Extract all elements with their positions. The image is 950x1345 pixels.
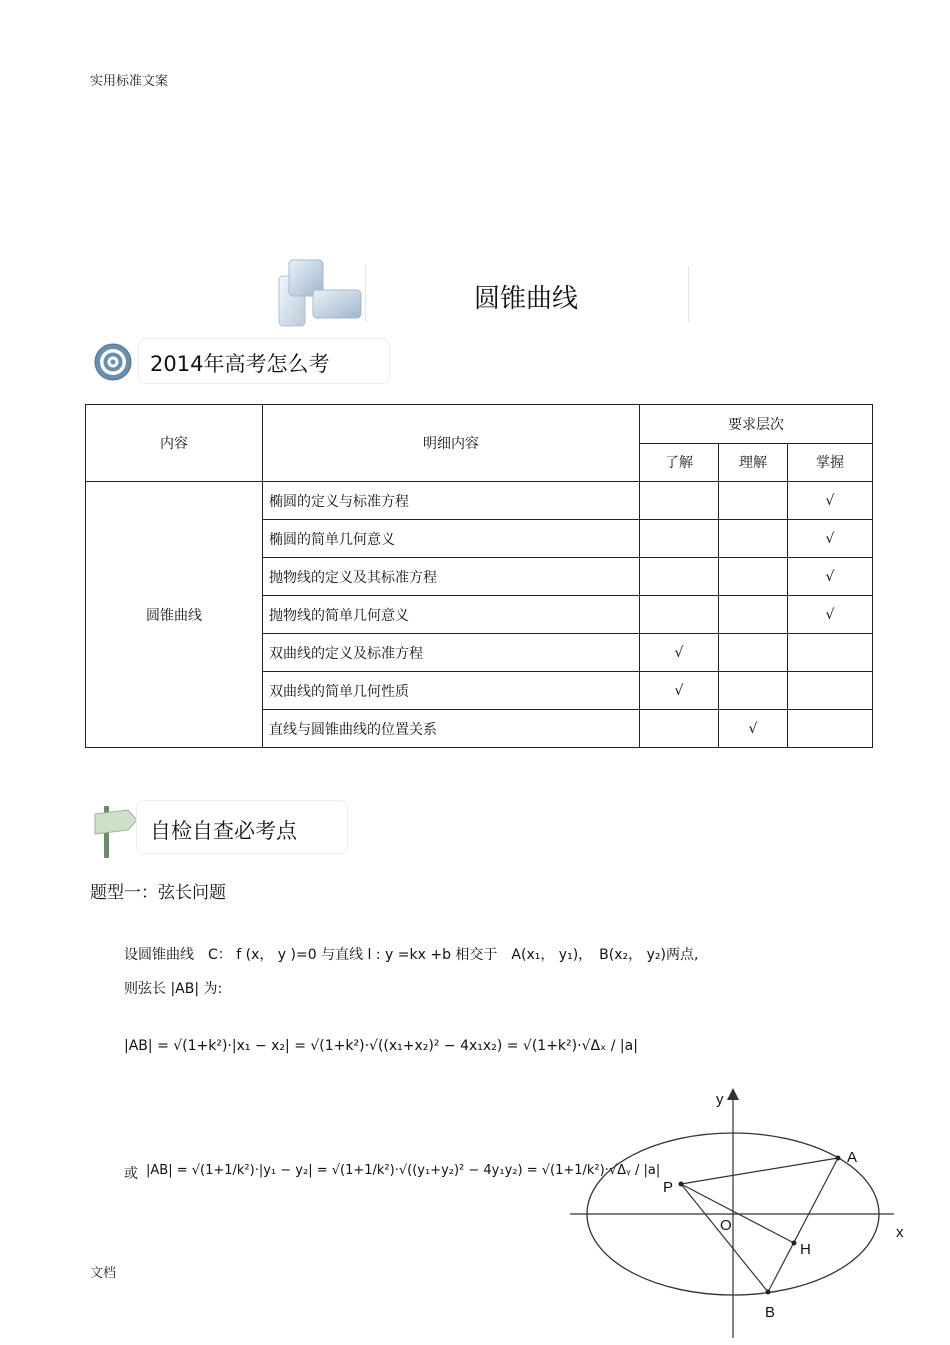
point-p [679, 1182, 684, 1187]
axis-y-label: y [716, 1091, 724, 1108]
table-row [86, 482, 873, 520]
mark-cell: √ [640, 672, 719, 710]
mark-cell: √ [788, 520, 873, 558]
page-header: 实用标准文案 [90, 74, 169, 89]
mark-cell: √ [788, 558, 873, 596]
mark-cell [788, 710, 873, 748]
requirement-table [85, 404, 873, 748]
header-requirement: 要求层次 [640, 405, 873, 444]
signpost-icon [92, 800, 140, 860]
section-title-exam: 2014年高考怎么考 [150, 352, 330, 376]
section-title-checkpoints: 自检自查必考点 [150, 819, 297, 843]
mark-cell [640, 710, 719, 748]
header-content: 内容 [86, 405, 263, 482]
mark-cell [640, 596, 719, 634]
mark-cell [640, 558, 719, 596]
level-understand: 了解 [640, 443, 719, 482]
segment-pb [681, 1184, 768, 1292]
mark-cell [788, 672, 873, 710]
detail-cell: 双曲线的简单几何性质 [263, 672, 640, 710]
question-type-heading: 题型一：弦长问题 [90, 883, 226, 903]
formula-x: |AB| = √(1+k²)·|x₁ − x₂| = √(1+k²)·√((x₁+x₂)² − 4x₁x₂) = √(1+k²)·√Δₓ / |a| [124, 1038, 638, 1054]
formula-or-label: 或 [124, 1166, 138, 1182]
mark-cell [719, 520, 788, 558]
mark-cell [719, 634, 788, 672]
mark-cell [640, 482, 719, 520]
level-comprehend: 理解 [719, 443, 788, 482]
detail-cell: 椭圆的简单几何意义 [263, 520, 640, 558]
point-b [766, 1290, 771, 1295]
header-detail: 明细内容 [263, 405, 640, 482]
mark-cell [640, 520, 719, 558]
detail-cell: 直线与圆锥曲线的位置关系 [263, 710, 640, 748]
detail-cell: 双曲线的定义及标准方程 [263, 634, 640, 672]
detail-cell: 椭圆的定义与标准方程 [263, 482, 640, 520]
label-b: B [765, 1304, 776, 1321]
target-icon [93, 336, 135, 388]
label-a: A [847, 1149, 858, 1166]
detail-cell: 抛物线的定义及其标准方程 [263, 558, 640, 596]
axis-x-label: x [896, 1224, 904, 1241]
segment-pa [681, 1158, 838, 1184]
label-p: P [663, 1179, 674, 1196]
page-footer: 文档 [90, 1266, 117, 1281]
mark-cell: √ [640, 634, 719, 672]
detail-cell: 抛物线的简单几何意义 [263, 596, 640, 634]
label-o: O [720, 1217, 732, 1234]
point-h [792, 1241, 797, 1246]
mark-cell [719, 596, 788, 634]
title-logo-icon [277, 258, 365, 328]
mark-cell [788, 634, 873, 672]
level-master: 掌握 [788, 443, 873, 482]
segment-ab [768, 1158, 838, 1292]
problem-statement: 设圆锥曲线 C： f (x， y )=0 与直线 l : y =kx +b 相交于 A(x₁， y₁)， B(x₂， y₂)两点, [124, 947, 699, 963]
page-title: 圆锥曲线 [473, 284, 578, 314]
mark-cell: √ [719, 710, 788, 748]
mark-cell [719, 482, 788, 520]
mark-cell [719, 558, 788, 596]
label-h: H [800, 1241, 811, 1258]
topic-cell: 圆锥曲线 [86, 482, 263, 748]
ellipse-figure [560, 1080, 950, 1345]
mark-cell: √ [788, 596, 873, 634]
mark-cell: √ [788, 482, 873, 520]
mark-cell [719, 672, 788, 710]
point-a [836, 1156, 841, 1161]
chord-length-intro: 则弦长 |AB| 为: [124, 981, 223, 997]
formula-y: |AB| = √(1+1/k²)·|y₁ − y₂| = √(1+1/k²)·√((y₁+y₂)² − 4y₁y₂) = √(1+1/k²)·√Δᵧ / |a| [146, 1163, 661, 1178]
